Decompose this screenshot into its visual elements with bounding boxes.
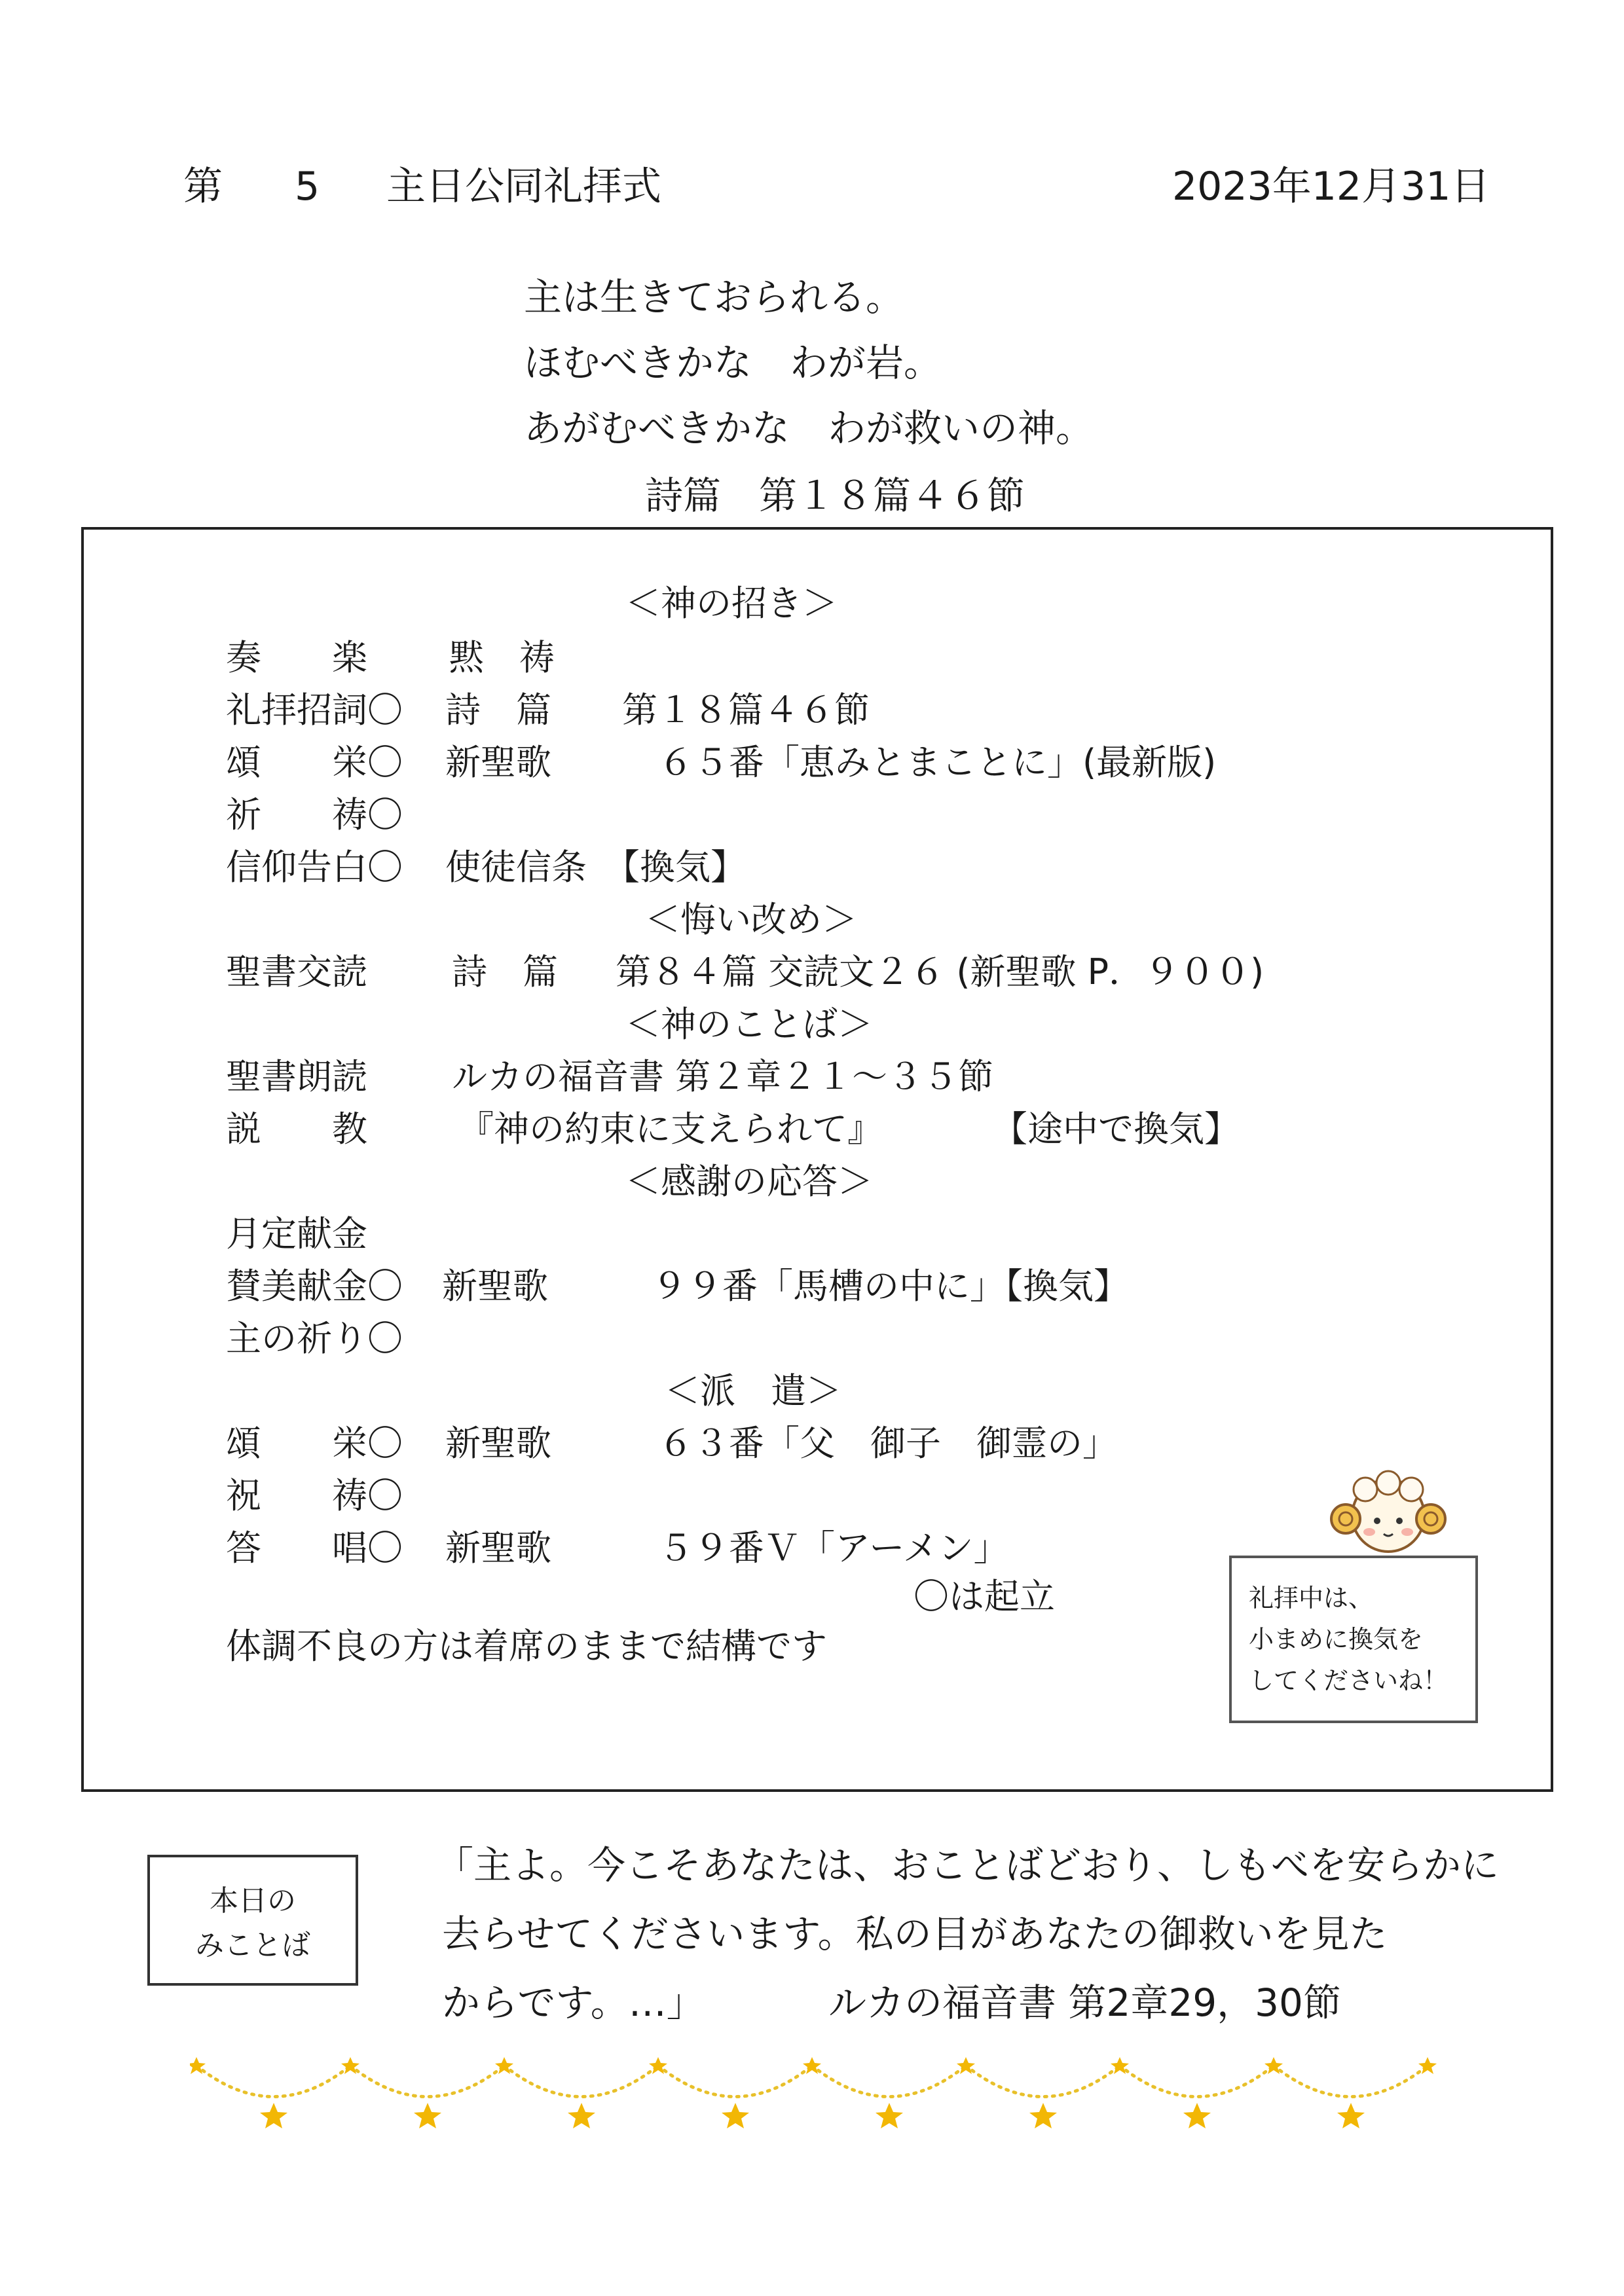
item-detail: 新聖歌 [445, 1527, 551, 1569]
item-label: 主の祈り〇 [226, 1318, 403, 1359]
item-detail: 『神の約束に支えられて』 [458, 1108, 883, 1150]
note-line-1: 礼拝中は、 [1249, 1584, 1374, 1613]
item-label: 答 唱〇 [226, 1527, 403, 1569]
item-detail: 新聖歌 [445, 742, 551, 783]
item-extra: ５９番Ｖ「アーメン」 [658, 1527, 1009, 1569]
section-sending: ＜派 遣＞ [665, 1370, 841, 1412]
item-extra: ６３番「父 御子 御霊の」 [658, 1423, 1118, 1464]
note-line-3: してくださいね！ [1249, 1666, 1449, 1695]
item-detail: 使徒信条 【換気】 [445, 847, 746, 888]
item-extra: ６５番「恵みとまことに」(最新版) [658, 742, 1217, 783]
item-label: 聖書朗読 [226, 1056, 367, 1097]
item-detail: 詩 篇 第１８篇４６節 [445, 689, 870, 731]
item-detail: 新聖歌 [445, 1423, 551, 1464]
item-label: 頌 栄〇 [226, 742, 403, 783]
star-garland-icon [190, 2049, 1473, 2134]
quote-citation: ルカの福音書 第2章29，30節 [828, 1980, 1341, 2025]
item-detail: 黙 祷 [449, 637, 555, 678]
verse-line-1: 主は生きておられる。 [524, 275, 904, 319]
item-detail: 新聖歌 [442, 1266, 548, 1307]
item-label: 祈 祷〇 [226, 794, 403, 835]
quote-line-1: 「主よ。今こそあなたは、おことばどおり、しもべを安らかに [435, 1843, 1500, 1887]
section-response: ＜感謝の応答＞ [625, 1161, 873, 1202]
item-label: 祝 祷〇 [226, 1475, 403, 1516]
item-label: 聖書交読 [226, 951, 367, 993]
service-prefix: 第 [183, 164, 223, 210]
quote-line-2: 去らせてくださいます。私の目があなたの御救いを見た [442, 1912, 1388, 1956]
todays-word-label-2: みことば [195, 1929, 310, 1962]
verse-line-2: ほむべきかな わが岩。 [524, 340, 942, 385]
item-label: 賛美献金〇 [226, 1266, 403, 1307]
item-label: 説 教 [226, 1108, 367, 1150]
item-label: 頌 栄〇 [226, 1423, 403, 1464]
service-date: 2023年12月31日 [1172, 164, 1490, 210]
ventilation-note [1229, 1556, 1478, 1723]
item-label: 信仰告白〇 [226, 847, 403, 888]
item-detail: ルカの福音書 第２章２１～３５節 [452, 1056, 994, 1097]
verse-line-3: あがむべきかな わが救いの神。 [524, 406, 1094, 450]
lamb-icon [1326, 1470, 1450, 1568]
order-item [226, 1318, 403, 1392]
quote-line-3: からです。…」 [442, 1980, 705, 2025]
service-number: 5 [295, 164, 320, 210]
item-label: 礼拝招詞〇 [226, 689, 403, 731]
item-extra: ９９番「馬槽の中に」【換気】 [652, 1266, 1129, 1307]
section-word: ＜神のことば＞ [625, 1004, 873, 1045]
todays-word-label-1: 本日の [210, 1884, 296, 1918]
verse-citation: 詩篇 第１８篇４６節 [645, 473, 1025, 518]
note-line-2: 小まめに換気を [1249, 1625, 1424, 1654]
item-extra: 第８４篇 交読文２６ (新聖歌 P．９００) [616, 951, 1264, 993]
item-detail: 詩 篇 [452, 951, 558, 993]
health-note: 体調不良の方は着席のままで結構です [226, 1626, 827, 1667]
standing-note: 〇は起立 [913, 1576, 1055, 1617]
item-extra: 【途中で換気】 [992, 1108, 1240, 1150]
item-label: 月定献金 [226, 1213, 367, 1254]
page-title: 主日公同礼拝式 [386, 164, 661, 210]
todays-word-label-box [147, 1855, 358, 1986]
section-call: ＜神の招き＞ [625, 583, 838, 624]
section-repentance: ＜悔い改め＞ [645, 899, 857, 940]
order-item [226, 847, 746, 956]
item-label: 奏 楽 [226, 637, 367, 678]
